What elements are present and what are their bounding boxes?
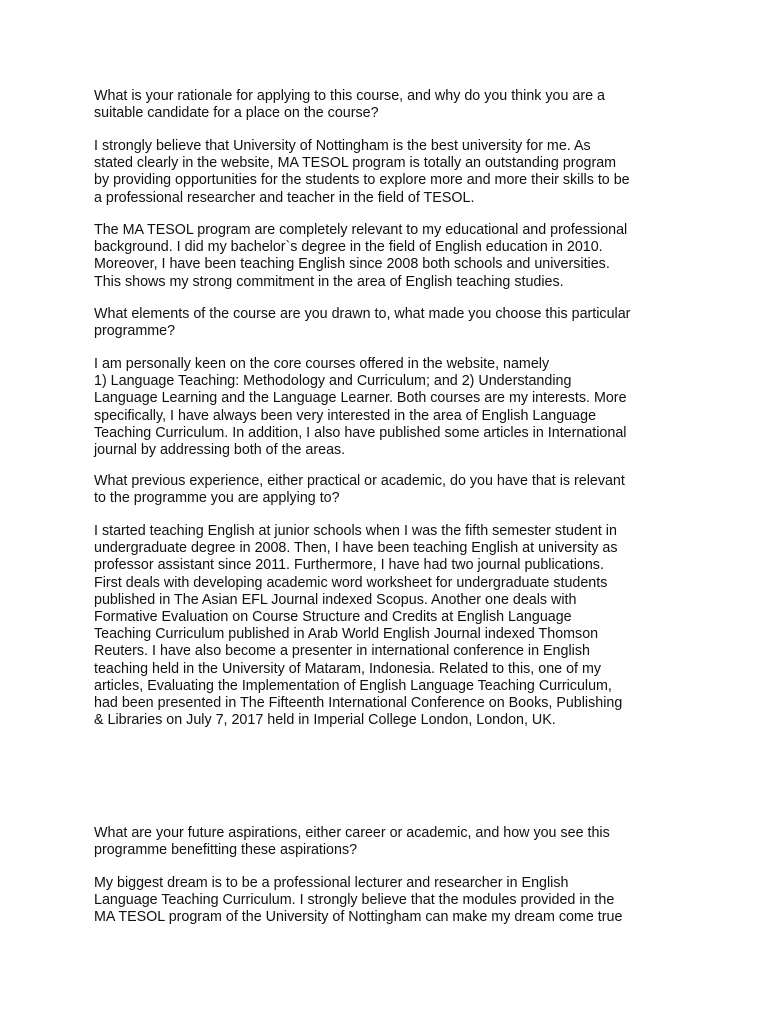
answer-course-elements: I am personally keen on the core courses offered in the website, namely 1) Language Teaching: Methodology and Curriculum; and 2) Understanding Language Learning and the Language Learner. Both courses are my interests. More specifically, I have always been very interested in the area of English Language Teaching Curriculum. In addition, I also have published some articles in International journal by addressing both of the areas.	[94, 356, 627, 458]
question-future-aspirations: What are your future aspirations, either career or academic, and how you see this programme benefitting these aspirations?	[94, 825, 610, 859]
question-course-elements: What elements of the course are you drawn to, what made you choose this particular programme?	[94, 306, 631, 340]
answer-rationale-paragraph-1: I strongly believe that University of Nottingham is the best university for me. As stated clearly in the website, MA TESOL program is totally an outstanding program by providing opportunities for the students to explore more and more their skills to be a professional researcher and teacher in the field of TESOL.	[94, 138, 630, 206]
question-rationale: What is your rationale for applying to this course, and why do you think you are a suitable candidate for a place on the course?	[94, 88, 605, 122]
answer-rationale-paragraph-2: The MA TESOL program are completely relevant to my educational and professional background. I did my bachelor`s degree in the field of English education in 2010. Moreover, I have been teaching English since 2008 both schools and universities. This shows my strong commitment in the area of English teaching studies.	[94, 222, 628, 290]
answer-previous-experience: I started teaching English at junior schools when I was the fifth semester student in undergraduate degree in 2008. Then, I have been teaching English at university as professor assistant since 2011. Furthermore, I have had two journal publications. First deals with developing academic word worksheet for undergraduate students published in The Asian EFL Journal indexed Scopus. Another one deals with Formative Evaluation on Course Structure and Credits at English Language Teaching Curriculum published in Arab World English Journal indexed Thomson Reuters. I have also become a presenter in international conference in English teaching held in the University of Mataram, Indonesia. Related to this, one of my articles, Evaluating the Implementation of English Language Teaching Curriculum, had been presented in The Fifteenth International Conference on Books, Publishing & Libraries on July 7, 2017 held in Imperial College London, London, UK.	[94, 523, 623, 729]
question-previous-experience: What previous experience, either practical or academic, do you have that is relevant to the programme you are applying to?	[94, 473, 625, 507]
answer-future-aspirations: My biggest dream is to be a professional lecturer and researcher in English Language Teaching Curriculum. I strongly believe that the modules provided in the MA TESOL program of the University of Nottingham can make my dream come true	[94, 875, 623, 926]
